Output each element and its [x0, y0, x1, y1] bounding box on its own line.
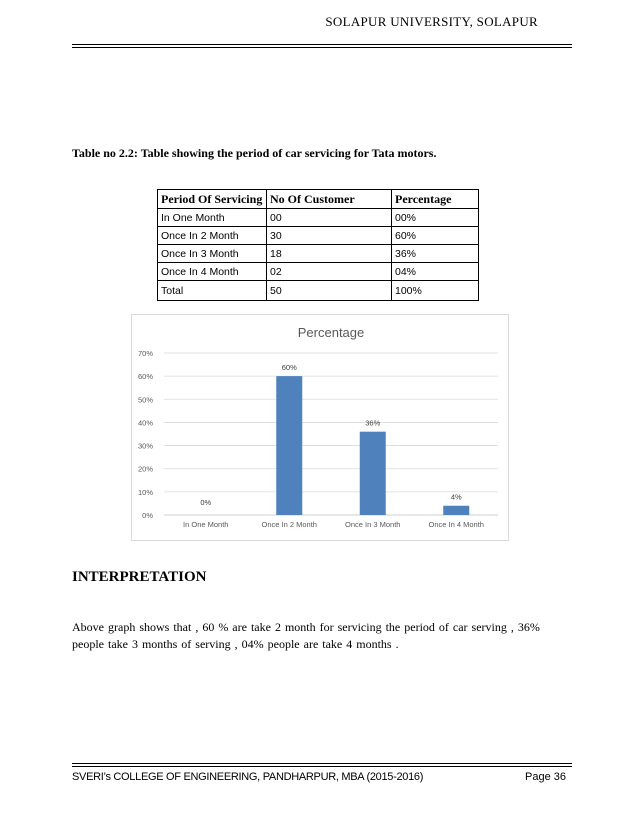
cell-percentage: 36%: [392, 245, 479, 263]
interpretation-text: Above graph shows that , 60 % are take 2 month for servicing the period of car serving , 36% people take 3 months of serving , 04% people are take 4 months .: [72, 620, 540, 651]
column-header-period: Period Of Servicing: [158, 190, 267, 209]
bar: [360, 432, 386, 515]
data-label: 0%: [200, 498, 212, 507]
y-tick-label: 40%: [137, 418, 153, 428]
data-label: 36%: [365, 418, 381, 428]
y-tick-label: 0%: [142, 511, 153, 520]
cell-customers: 50: [267, 281, 392, 301]
bar: [276, 376, 302, 515]
cell-percentage: 60%: [392, 227, 479, 245]
table-row: [158, 227, 479, 245]
cell-percentage: 04%: [392, 263, 479, 281]
column-header-percentage: Percentage: [392, 190, 479, 209]
data-label: 4%: [450, 492, 462, 502]
cell-percentage: 00%: [392, 209, 479, 227]
column-header-customers: No Of Customer: [267, 190, 392, 209]
table-row: [158, 245, 479, 263]
header-title: SOLAPUR UNIVERSITY, SOLAPUR: [325, 14, 538, 29]
table-row: [158, 209, 479, 227]
cell-customers: 00: [267, 209, 392, 227]
footer-rule: [72, 763, 572, 764]
x-tick-label: Once In 4 Month: [428, 520, 484, 529]
servicing-table: [157, 189, 479, 301]
cell-period: Once In 3 Month: [158, 245, 267, 263]
chart-title: Percentage: [297, 325, 365, 340]
table-caption: Table no 2.2: Table showing the period of car servicing for Tata motors.: [72, 146, 437, 160]
cell-period: Once In 4 Month: [158, 263, 267, 281]
footer-rule-secondary: [72, 766, 572, 767]
footer-college: SVERI’s COLLEGE OF ENGINEERING, PANDHARPUR, MBA (2015-2016): [72, 771, 424, 783]
header-rule: [72, 44, 572, 45]
cell-period: Total: [158, 281, 267, 301]
cell-customers: 30: [267, 227, 392, 245]
y-tick-label: 60%: [137, 372, 153, 382]
table-row: [158, 263, 479, 281]
interpretation-heading: INTERPRETATION: [72, 569, 207, 585]
cell-customers: 18: [267, 245, 392, 263]
percentage-chart: [131, 314, 509, 541]
x-tick-label: Once In 2 Month: [261, 520, 317, 529]
y-tick-label: 70%: [137, 349, 153, 358]
cell-customers: 02: [267, 263, 392, 281]
cell-period: In One Month: [158, 209, 267, 227]
chart-canvas: [132, 315, 508, 540]
data-label: 60%: [281, 363, 297, 373]
y-tick-label: 20%: [137, 464, 153, 474]
bar: [443, 506, 469, 515]
y-tick-label: 30%: [137, 441, 153, 451]
page-number: Page 36: [525, 771, 566, 783]
y-tick-label: 10%: [137, 487, 153, 497]
table-header-row: [158, 190, 479, 209]
x-tick-label: Once In 3 Month: [345, 520, 401, 529]
cell-period: Once In 2 Month: [158, 227, 267, 245]
cell-percentage: 100%: [392, 281, 479, 301]
y-tick-label: 50%: [137, 395, 153, 405]
table-row-total: [158, 281, 479, 301]
header-rule-secondary: [72, 47, 572, 48]
x-tick-label: In One Month: [183, 520, 229, 529]
